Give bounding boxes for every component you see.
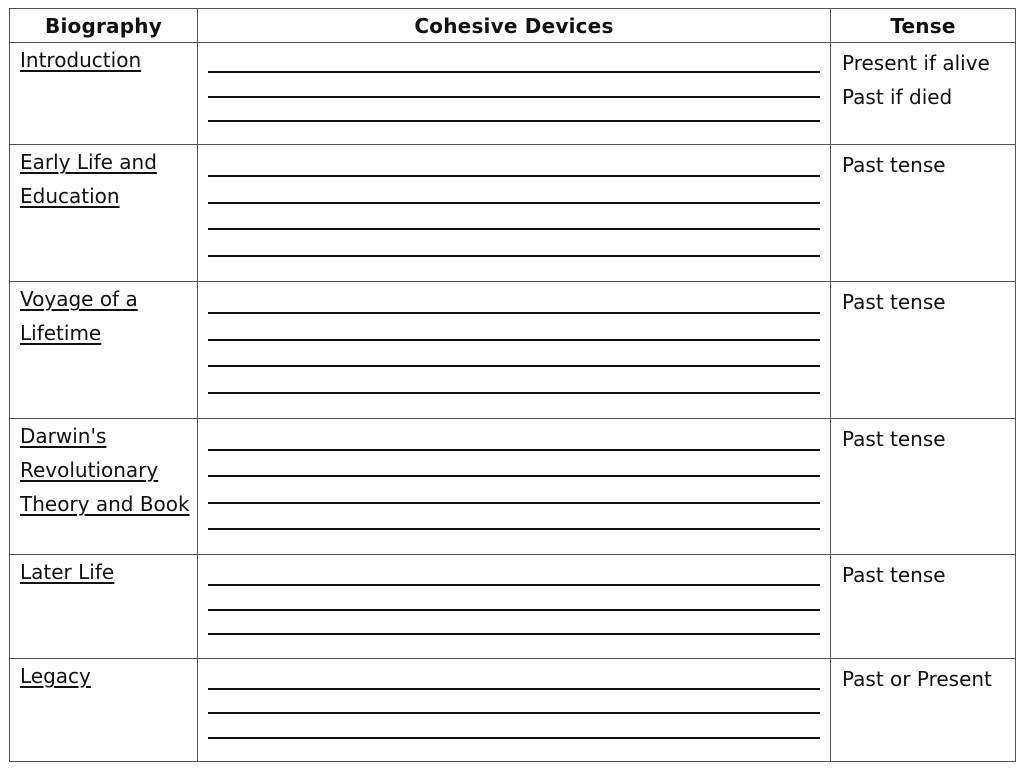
table-row — [10, 419, 1016, 555]
section-cell — [10, 419, 198, 555]
tense-cell — [831, 659, 1016, 762]
section-label-early-life: Early Life and Education — [20, 150, 157, 208]
writing-area[interactable] — [198, 43, 831, 145]
tense-cell — [831, 419, 1016, 555]
table-row — [10, 43, 1016, 145]
tense-cell — [831, 145, 1016, 282]
writing-line — [208, 71, 820, 73]
tense-text: Past tense — [842, 427, 946, 451]
section-cell — [10, 282, 198, 419]
writing-area[interactable] — [198, 555, 831, 659]
header-row — [10, 9, 1016, 43]
section-cell — [10, 555, 198, 659]
writing-lines — [208, 659, 820, 761]
writing-area[interactable] — [198, 145, 831, 282]
writing-line — [208, 228, 820, 230]
tense-cell — [831, 555, 1016, 659]
tense-text: Past tense — [842, 290, 946, 314]
biography-table — [9, 8, 1016, 762]
writing-line — [208, 449, 820, 451]
writing-line — [208, 712, 820, 714]
writing-line — [208, 365, 820, 367]
writing-lines — [208, 145, 820, 281]
section-label-legacy: Legacy — [20, 664, 91, 688]
section-label-later-life: Later Life — [20, 560, 115, 584]
writing-area[interactable] — [198, 419, 831, 555]
tense-text: Past tense — [842, 153, 946, 177]
section-label-introduction: Introduction — [20, 48, 142, 72]
writing-line — [208, 502, 820, 504]
section-cell — [10, 43, 198, 145]
writing-lines — [208, 43, 820, 144]
tense-text: Past or Present — [842, 667, 992, 691]
writing-area[interactable] — [198, 659, 831, 762]
writing-line — [208, 202, 820, 204]
tense-text: Present if alive Past if died — [842, 51, 990, 109]
table-row — [10, 145, 1016, 282]
writing-line — [208, 255, 820, 257]
header-biography: Biography — [10, 9, 198, 43]
writing-line — [208, 737, 820, 739]
writing-line — [208, 120, 820, 122]
header-tense: Tense — [831, 9, 1016, 43]
table-row — [10, 659, 1016, 762]
section-label-theory: Darwin's Revolutionary Theory and Book — [20, 424, 190, 516]
tense-text: Past tense — [842, 563, 946, 587]
table-row — [10, 282, 1016, 419]
writing-line — [208, 688, 820, 690]
table-row — [10, 555, 1016, 659]
writing-line — [208, 475, 820, 477]
writing-area[interactable] — [198, 282, 831, 419]
writing-lines — [208, 419, 820, 554]
writing-line — [208, 339, 820, 341]
section-label-voyage: Voyage of a Lifetime — [20, 287, 138, 345]
writing-lines — [208, 282, 820, 418]
writing-line — [208, 609, 820, 611]
writing-line — [208, 528, 820, 530]
writing-lines — [208, 555, 820, 658]
writing-line — [208, 312, 820, 314]
tense-cell — [831, 43, 1016, 145]
biography-planning-sheet — [9, 8, 1015, 762]
tense-cell — [831, 282, 1016, 419]
writing-line — [208, 96, 820, 98]
writing-line — [208, 392, 820, 394]
section-cell — [10, 659, 198, 762]
section-cell — [10, 145, 198, 282]
writing-line — [208, 633, 820, 635]
header-cohesive-devices: Cohesive Devices — [198, 9, 831, 43]
writing-line — [208, 175, 820, 177]
writing-line — [208, 584, 820, 586]
